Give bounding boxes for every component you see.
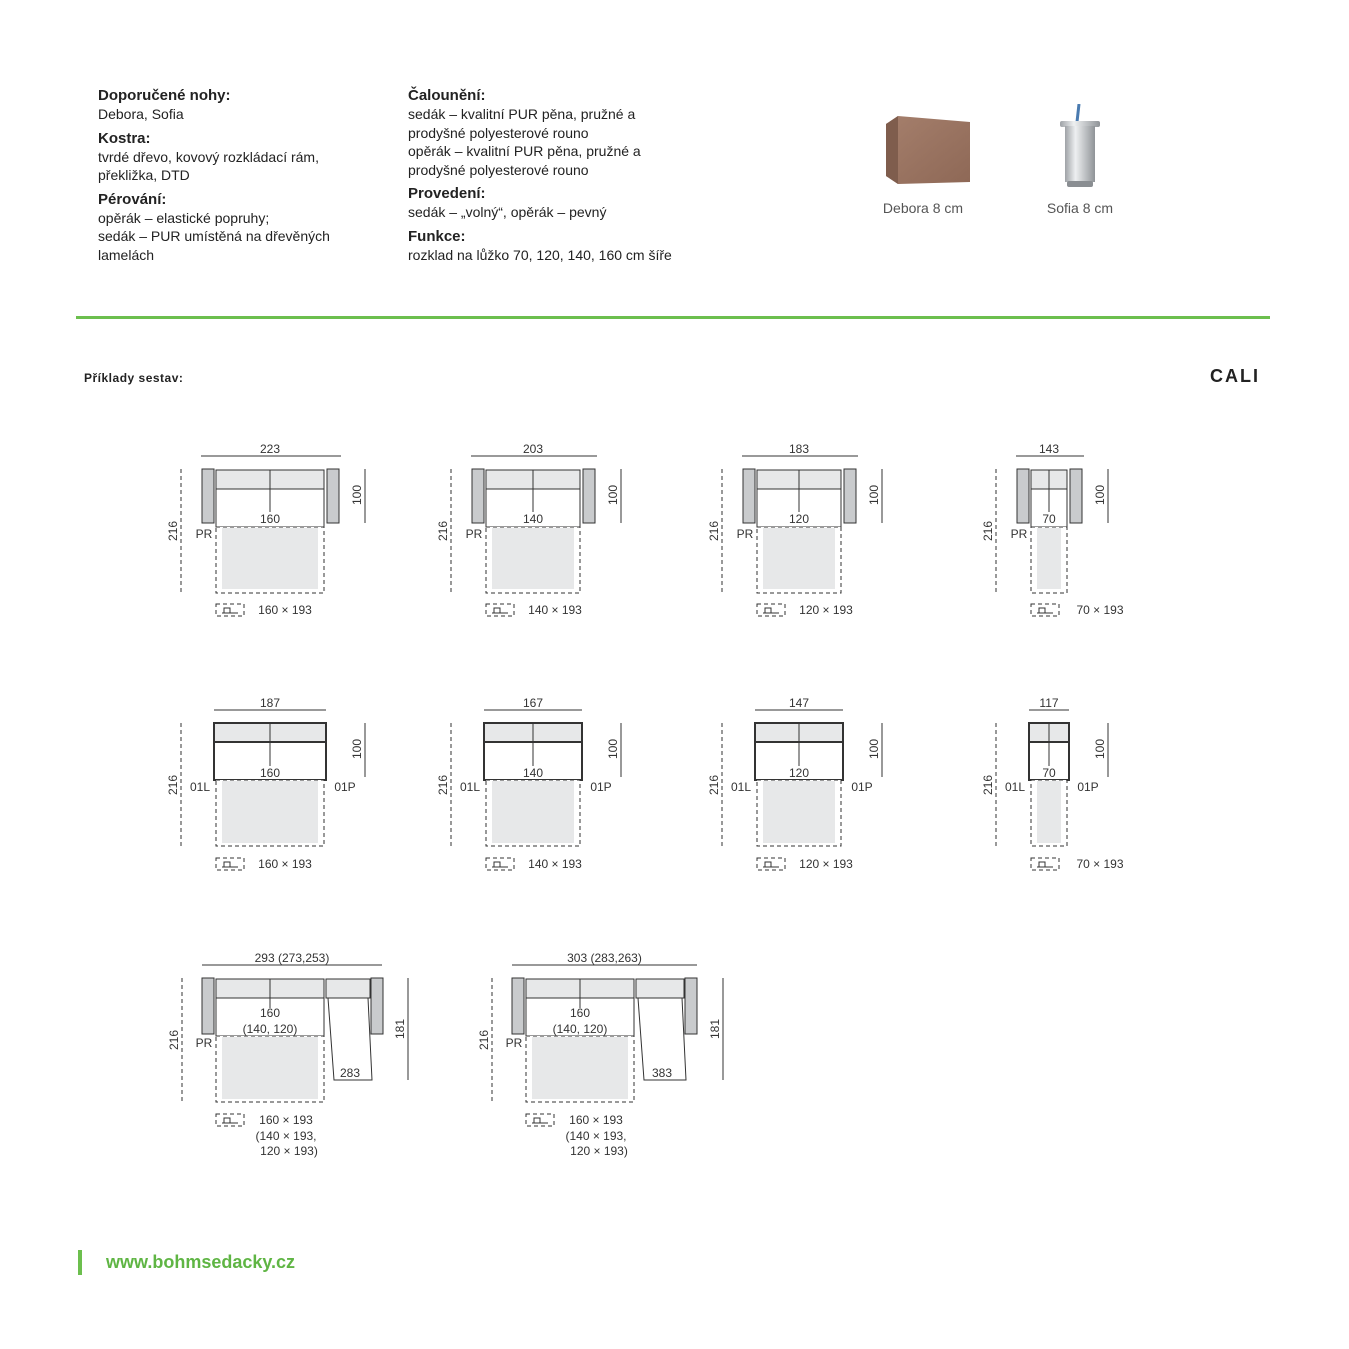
depth-total-label: 216 bbox=[436, 774, 450, 796]
seat-width-label: 160 bbox=[259, 1006, 281, 1020]
seat-width-label: 160 bbox=[259, 512, 281, 526]
chaise-backrest bbox=[326, 979, 370, 998]
right-armrest bbox=[327, 469, 339, 523]
left-armrest bbox=[472, 469, 484, 523]
bed-size-label: 140 × 193 bbox=[528, 603, 582, 617]
bed-area bbox=[1037, 781, 1061, 843]
left-armrest bbox=[512, 978, 524, 1034]
debora-leg-label: Debora 8 cm bbox=[882, 200, 964, 216]
seat-depth-label: 100 bbox=[1093, 484, 1107, 506]
width-label: 117 bbox=[1039, 696, 1059, 710]
function-title: Funkce: bbox=[408, 227, 466, 245]
seat-depth-label: 100 bbox=[867, 738, 881, 760]
seat-depth-label: 100 bbox=[350, 484, 364, 506]
examples-label: Příklady sestav: bbox=[84, 371, 184, 385]
depth-total-label: 216 bbox=[166, 520, 180, 542]
left-armrest bbox=[1017, 469, 1029, 523]
bed-size-label: 160 × 193 bbox=[569, 1113, 623, 1127]
bed-size-alt-label: (140 × 193, bbox=[255, 1129, 317, 1143]
corner-depth-label: 181 bbox=[393, 1018, 407, 1040]
sofia-leg-label: Sofia 8 cm bbox=[1046, 200, 1114, 216]
right-armrest bbox=[371, 978, 383, 1034]
bed-size-label: 160 × 193 bbox=[259, 1113, 313, 1127]
width-label: 223 bbox=[259, 442, 281, 456]
position-mark: PR bbox=[736, 527, 754, 541]
chaise-backrest bbox=[636, 979, 684, 998]
seat-depth-label: 100 bbox=[867, 484, 881, 506]
width-label: 143 bbox=[1038, 442, 1060, 456]
left-module-mark: 01L bbox=[459, 780, 481, 794]
seat-width-alt-label: (140, 120) bbox=[242, 1022, 298, 1036]
width-label: 293 (273,253) bbox=[254, 951, 330, 965]
bed-size-label: 120 × 193 bbox=[799, 603, 853, 617]
position-mark: PR bbox=[505, 1036, 523, 1050]
right-armrest bbox=[1070, 469, 1082, 523]
right-module-mark: 01P bbox=[1077, 780, 1099, 794]
depth-total-label: 216 bbox=[707, 520, 721, 542]
right-module-mark: 01P bbox=[590, 780, 612, 794]
depth-total-label: 216 bbox=[981, 520, 995, 542]
seat-depth-label: 100 bbox=[606, 484, 620, 506]
bed-area bbox=[763, 528, 835, 589]
springs-line-1: opěrák – elastické popruhy; bbox=[98, 209, 270, 226]
width-label: 187 bbox=[259, 696, 281, 710]
left-module-mark: 01L bbox=[1004, 780, 1026, 794]
bed-size-alt-label: (140 × 193, bbox=[565, 1129, 627, 1143]
chaise-length-label: 383 bbox=[651, 1066, 673, 1080]
seat-depth-label: 100 bbox=[350, 738, 364, 760]
bed-area bbox=[222, 528, 318, 589]
footer-accent-bar bbox=[78, 1250, 82, 1275]
bed-area bbox=[1037, 528, 1061, 589]
bed-size-label: 70 × 193 bbox=[1076, 857, 1124, 871]
frame-text: tvrdé dřevo, kovový rozkládací rám, překližka, DTD bbox=[98, 148, 319, 183]
depth-total-label: 216 bbox=[436, 520, 450, 542]
left-armrest bbox=[202, 978, 214, 1034]
bed-area bbox=[222, 1037, 318, 1099]
bed-size-alt-label-2: 120 × 193) bbox=[260, 1144, 318, 1158]
footer-url-link[interactable]: www.bohmsedacky.cz bbox=[106, 1252, 296, 1272]
seat-width-label: 160 bbox=[569, 1006, 591, 1020]
seat-depth-label: 100 bbox=[606, 738, 620, 760]
upholstery-title: Čalounění: bbox=[408, 87, 486, 104]
left-armrest bbox=[743, 469, 755, 523]
right-module-mark: 01P bbox=[851, 780, 873, 794]
width-label: 203 bbox=[522, 442, 544, 456]
left-armrest bbox=[202, 469, 214, 523]
bed-area bbox=[763, 781, 835, 843]
width-label: 183 bbox=[788, 442, 810, 456]
position-mark: PR bbox=[195, 527, 213, 541]
bed-area bbox=[492, 781, 574, 843]
left-module-mark: 01L bbox=[189, 780, 211, 794]
depth-total-label: 216 bbox=[166, 774, 180, 796]
bed-size-label: 140 × 193 bbox=[528, 857, 582, 871]
right-armrest bbox=[844, 469, 856, 523]
position-mark: PR bbox=[465, 527, 483, 541]
bed-size-label: 120 × 193 bbox=[799, 857, 853, 871]
corner-depth-label: 181 bbox=[708, 1018, 722, 1040]
bed-size-label: 70 × 193 bbox=[1076, 603, 1124, 617]
right-armrest bbox=[583, 469, 595, 523]
bed-area bbox=[492, 528, 574, 589]
upholstery-line-1: sedák – kvalitní PUR pěna, pružné a prodyšné polyesterové rouno bbox=[408, 106, 636, 141]
feet-title: Doporučené nohy: bbox=[98, 87, 231, 104]
feet-text: Debora, Sofia bbox=[98, 106, 184, 122]
seat-width-label: 120 bbox=[788, 766, 810, 780]
chaise-length-label: 283 bbox=[339, 1066, 361, 1080]
position-mark: PR bbox=[1010, 527, 1028, 541]
width-label: 303 (283,263) bbox=[567, 951, 642, 965]
frame-title: Kostra: bbox=[98, 129, 151, 147]
bed-size-label: 160 × 193 bbox=[258, 857, 312, 871]
width-label: 167 bbox=[522, 696, 544, 710]
design-title: Provedení: bbox=[408, 185, 486, 202]
seat-width-alt-label: (140, 120) bbox=[552, 1022, 608, 1036]
bed-size-label: 160 × 193 bbox=[258, 603, 312, 617]
position-mark: PR bbox=[195, 1036, 213, 1050]
depth-total-label: 216 bbox=[477, 1029, 491, 1051]
depth-total-label: 216 bbox=[707, 774, 721, 796]
bed-area bbox=[532, 1037, 628, 1099]
bed-size-alt-label-2: 120 × 193) bbox=[570, 1144, 628, 1158]
springs-line-2: sedák – PUR umístěná na dřevěných lamelách bbox=[98, 228, 330, 263]
seat-width-label: 140 bbox=[522, 766, 544, 780]
design-text: sedák – „volný“, opěrák – pevný bbox=[408, 204, 607, 220]
right-armrest bbox=[685, 978, 697, 1034]
depth-total-label: 216 bbox=[981, 774, 995, 796]
seat-width-label: 70 bbox=[1042, 512, 1056, 526]
right-module-mark: 01P bbox=[334, 780, 356, 794]
product-name: CALI bbox=[1210, 366, 1260, 386]
bed-area bbox=[222, 781, 318, 843]
upholstery-line-2: opěrák – kvalitní PUR pěna, pružné a prodyšné polyesterové rouno bbox=[408, 143, 641, 178]
springs-title: Pérování: bbox=[98, 190, 167, 208]
seat-width-label: 160 bbox=[259, 766, 281, 780]
seat-width-label: 140 bbox=[522, 512, 544, 526]
width-label: 147 bbox=[788, 696, 810, 710]
left-module-mark: 01L bbox=[730, 780, 752, 794]
function-text: rozklad na lůžko 70, 120, 140, 160 cm šíře bbox=[408, 246, 672, 263]
seat-width-label: 120 bbox=[788, 512, 810, 526]
seat-depth-label: 100 bbox=[1093, 738, 1107, 760]
seat-width-label: 70 bbox=[1042, 766, 1056, 780]
depth-total-label: 216 bbox=[167, 1029, 181, 1051]
